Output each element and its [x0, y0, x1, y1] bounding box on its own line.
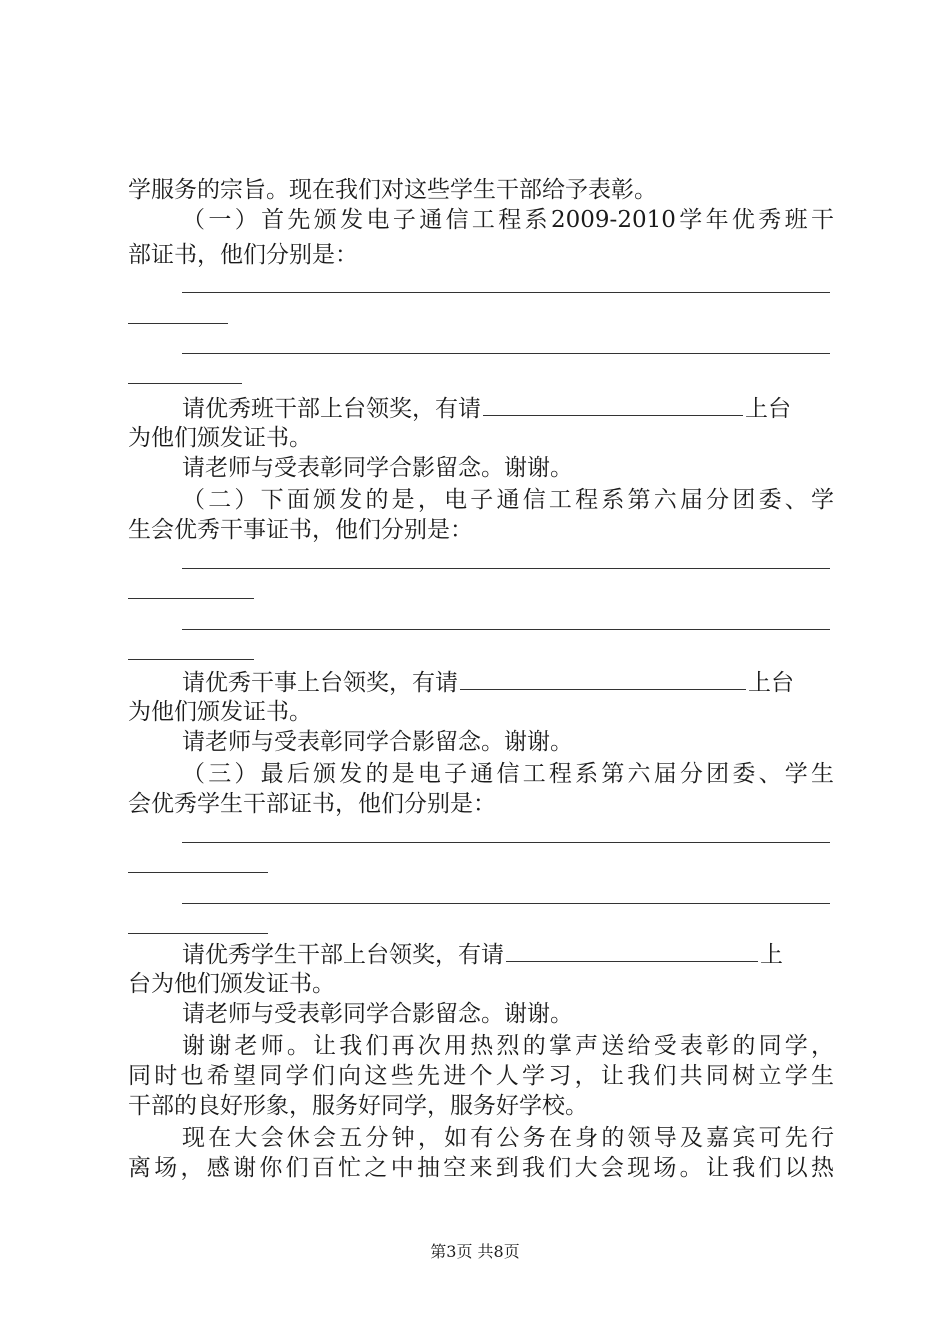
blank-underline: [182, 568, 830, 569]
award-text-end: 上台: [745, 396, 791, 422]
blank-underline: [182, 353, 830, 354]
award-text-end: 上: [760, 942, 783, 968]
blank-underline: [128, 872, 268, 873]
blank-underline: [128, 933, 268, 934]
paragraph-line: 为他们颁发证书。: [128, 425, 312, 451]
blank-underline: [128, 598, 254, 599]
blank-underline: [182, 292, 830, 293]
paragraph-line: 现在大会休会五分钟，如有公务在身的领导及嘉宾可先行: [182, 1125, 834, 1151]
presenter-blank: [506, 939, 758, 962]
paragraph-line: 会优秀学生干部证书，他们分别是：: [128, 791, 496, 817]
presenter-blank: [483, 393, 743, 416]
paragraph-line: （一）首先颁发电子通信工程系2009-2010学年优秀班干: [182, 207, 834, 233]
paragraph-line: 同时也希望同学们向这些先进个人学习，让我们共同树立学生: [128, 1063, 834, 1089]
award-line: [182, 393, 834, 423]
paragraph-line: 请老师与受表彰同学合影留念。谢谢。: [182, 455, 573, 481]
blank-underline: [128, 659, 254, 660]
blank-underline: [182, 629, 830, 630]
paragraph-line: 生会优秀干事证书，他们分别是：: [128, 517, 473, 543]
page-footer: 第3页 共8页: [430, 1242, 520, 1261]
paragraph-line: 离场，感谢你们百忙之中抽空来到我们大会现场。让我们以热: [128, 1155, 834, 1181]
award-text-end: 上台: [748, 670, 794, 696]
paragraph-line: 谢谢老师。让我们再次用热烈的掌声送给受表彰的同学，: [182, 1033, 834, 1059]
paragraph-line: 请老师与受表彰同学合影留念。谢谢。: [182, 729, 573, 755]
paragraph-line: 干部的良好形象，服务好同学，服务好学校。: [128, 1093, 588, 1119]
award-text: 请优秀班干部上台领奖，有请: [182, 396, 481, 422]
paragraph-line: 学服务的宗旨。现在我们对这些学生干部给予表彰。: [128, 177, 657, 203]
presenter-blank: [460, 667, 746, 690]
award-text: 请优秀干事上台领奖，有请: [182, 670, 458, 696]
award-line: [182, 939, 834, 969]
paragraph-line: 台为他们颁发证书。: [128, 971, 335, 997]
blank-underline: [128, 323, 228, 324]
paragraph-line: （二）下面颁发的是，电子通信工程系第六届分团委、学: [182, 487, 834, 513]
award-text: 请优秀学生干部上台领奖，有请: [182, 942, 504, 968]
blank-underline: [128, 383, 242, 384]
paragraph-line: （三）最后颁发的是电子通信工程系第六届分团委、学生: [182, 761, 834, 787]
blank-underline: [182, 842, 830, 843]
paragraph-line: 为他们颁发证书。: [128, 699, 312, 725]
paragraph-line: 部证书，他们分别是：: [128, 242, 358, 268]
blank-underline: [182, 903, 830, 904]
award-line: [182, 667, 834, 697]
paragraph-line: 请老师与受表彰同学合影留念。谢谢。: [182, 1001, 573, 1027]
